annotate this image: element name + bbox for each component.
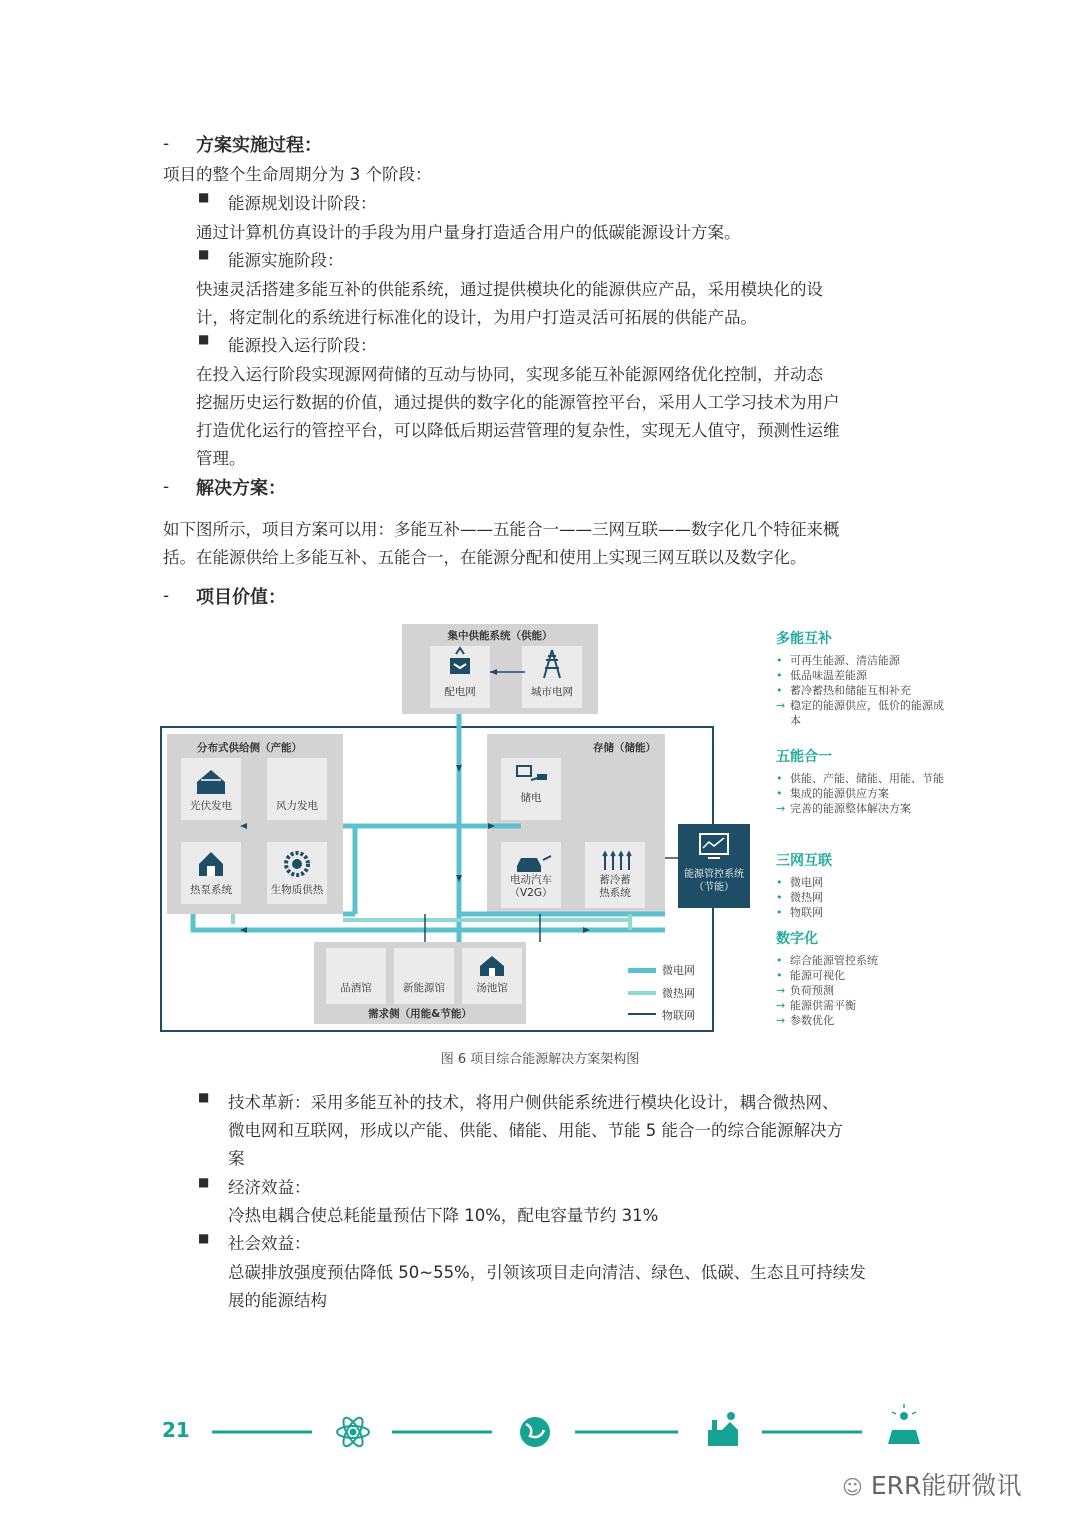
iot-lines [425, 672, 678, 942]
bullet-marker: ■ [198, 1231, 210, 1245]
feature-item-text: 负荷预测 [790, 984, 834, 997]
thermal-storage-label: 蓄冷蓄 热系统 [599, 874, 631, 899]
feature-item-marker: • [776, 891, 783, 904]
feature-item [776, 1013, 878, 1028]
watermark [842, 1466, 1021, 1502]
dash-marker: - [163, 477, 170, 497]
bullet-marker: ■ [198, 247, 210, 261]
distribution-grid-label: 配电网 [444, 686, 476, 698]
benefit-social-title: 社会效益： [228, 1234, 311, 1253]
phase-2-title: 能源实施阶段： [228, 251, 344, 270]
feature-item [776, 786, 944, 801]
hot-spring-hall-label: 汤池馆 [476, 982, 508, 994]
feature-item-marker: • [776, 787, 783, 800]
feature-item-text: 微热网 [790, 891, 823, 904]
feature-item [776, 875, 832, 890]
central-supply-title: 集中供能系统（供能） [447, 630, 553, 642]
feature-item [776, 983, 878, 998]
distributed-supply-title: 分布式供给侧（产能） [197, 742, 302, 754]
feature-item [776, 668, 944, 683]
solution-line: 如下图所示，项目方案可以用：多能互补——五能合一——三网互联——数字化几个特征来概 [163, 520, 840, 539]
feature-block [776, 746, 944, 816]
bullet-marker: ■ [198, 190, 210, 204]
solar-panel-icon [888, 1404, 920, 1444]
legend-label-micro-heat: 微热网 [662, 987, 695, 1000]
feature-item-marker: • [776, 654, 783, 667]
wind-label: 风力发电 [276, 800, 318, 812]
storage-title: 存储（储能） [593, 742, 656, 754]
benefit-tech-line: 微电网和互联网，形成以产能、供能、储能、用能、节能 5 能合一的综合能源解决方 [228, 1121, 843, 1140]
feature-title: 多能互补 [776, 631, 832, 647]
energy-control-label [678, 868, 750, 894]
feature-block [776, 928, 878, 1028]
micro-grid-lines [193, 714, 665, 942]
feature-item-marker: → [776, 699, 786, 712]
feature-item [776, 713, 944, 728]
phase-3-line: 管理。 [196, 449, 246, 468]
feature-item-marker: → [776, 802, 786, 815]
feature-title: 三网互联 [776, 853, 832, 869]
feature-item-marker: • [776, 876, 783, 889]
feature-block [776, 628, 944, 728]
atom-icon [337, 1415, 369, 1449]
feature-item-marker: • [776, 684, 783, 697]
benefit-tech-line: 案 [228, 1149, 245, 1168]
legend-swatch-micro-heat [628, 991, 656, 995]
benefit-social-line: 总碳排放强度预估降低 50~55%，引领该项目走向清洁、绿色、低碳、生态且可持续发 [228, 1263, 866, 1282]
demand-title: 需求侧（用能&节能） [368, 1008, 472, 1020]
feature-item-marker: • [776, 669, 783, 682]
feature-item-text: 可再生能源、清洁能源 [790, 654, 900, 667]
feature-item-text: 本 [790, 714, 801, 727]
globe-icon [520, 1417, 550, 1447]
phase-3-line: 挖掘历史运行数据的价值，通过提供的数字化的能源管控平台，采用人工学习技术为用户 [196, 393, 840, 412]
benefit-econ-line: 冷热电耦合使总耗能量预估下降 10%，配电容量节约 31% [228, 1206, 659, 1225]
phase-3-title: 能源投入运行阶段： [228, 336, 377, 355]
feature-item-text: 供能、产能、储能、用能、节能 [790, 772, 944, 785]
feature-title: 五能合一 [776, 749, 832, 765]
pv-label: 光伏发电 [190, 800, 232, 812]
feature-item [776, 653, 944, 668]
feature-item-marker: • [776, 906, 783, 919]
benefit-social-line: 展的能源结构 [228, 1291, 327, 1310]
wechat-icon: ☺ [842, 1475, 863, 1499]
bullet-marker: ■ [198, 1090, 210, 1104]
feature-item [776, 905, 832, 920]
feature-item-marker: • [776, 954, 783, 967]
phase-2-line: 快速灵活搭建多能互补的供能系统，通过提供模块化的能源供应产品，采用模块化的设 [196, 280, 823, 299]
feature-item [776, 771, 944, 786]
feature-item [776, 998, 878, 1013]
factory-icon [708, 1412, 738, 1446]
biomass-label: 生物质供热 [270, 884, 324, 896]
feature-item-marker: • [776, 772, 783, 785]
energy-control-label-line: 能源管控系统 [684, 869, 744, 880]
dash-marker: - [163, 586, 170, 606]
feature-item-marker: → [776, 1014, 786, 1027]
ev-label: 电动汽车 （V2G） [509, 874, 553, 899]
feature-item-text: 参数优化 [790, 1014, 834, 1027]
benefit-econ-title: 经济效益： [228, 1178, 311, 1197]
feature-item-text: 能源可视化 [790, 969, 845, 982]
benefit-tech-title: 技术革新：采用多能互补的技术，将用户侧供能系统进行模块化设计，耦合微热网、 [228, 1093, 839, 1112]
flow-arrows [240, 669, 590, 933]
bullet-marker: ■ [198, 332, 210, 346]
solution-heading: 解决方案： [196, 478, 286, 499]
footer-decoration [0, 1400, 1080, 1464]
dash-marker: - [163, 134, 170, 154]
watermark-text: ERR能研微讯 [870, 1471, 1022, 1500]
value-heading: 项目价值： [196, 587, 286, 608]
wine-hall-label: 品酒馆 [340, 982, 372, 994]
phase-3-line: 在投入运行阶段实现源网荷储的互动与协同，实现多能互补能源网络优化控制，并动态 [196, 365, 823, 384]
feature-item-text: 微电网 [790, 876, 823, 889]
legend-label-micro-grid: 微电网 [662, 964, 695, 977]
feature-item-text: 综合能源管控系统 [790, 954, 878, 967]
feature-item-text: 蓄冷蓄热和储能互相补充 [790, 684, 911, 697]
new-energy-hall-label: 新能源馆 [403, 982, 445, 994]
feature-item-text: 集成的能源供应方案 [790, 787, 889, 800]
feature-item-marker: → [776, 984, 786, 997]
feature-item [776, 698, 944, 713]
feature-item [776, 683, 944, 698]
phase-1-title: 能源规划设计阶段： [228, 194, 377, 213]
feature-item-text: 低品味温差能源 [790, 669, 867, 682]
energy-control-box [678, 824, 750, 908]
bullet-marker: ■ [198, 1175, 210, 1189]
feature-item-marker: → [776, 999, 786, 1012]
feature-item-text: 稳定的能源供应，低价的能源成 [790, 699, 944, 712]
feature-title: 数字化 [776, 931, 818, 947]
feature-item-text: 能源供需平衡 [790, 999, 856, 1012]
process-heading: 方案实施过程： [196, 135, 322, 156]
phase-3-line: 打造优化运行的管控平台，可以降低后期运营管理的复杂性，实现无人值守，预测性运维 [196, 421, 840, 440]
process-intro: 项目的整个生命周期分为 3 个阶段： [163, 165, 432, 184]
city-grid-label: 城市电网 [531, 686, 573, 698]
legend-swatch-micro-grid [628, 968, 656, 973]
solution-line: 括。在能源供给上多能互补、五能合一，在能源分配和使用上实现三网互联以及数字化。 [163, 548, 807, 567]
battery-label: 储电 [520, 792, 542, 804]
figure-caption: 图 6 项目综合能源解决方案架构图 [440, 1052, 640, 1067]
page-number: 21 [162, 1418, 190, 1442]
energy-control-label-line: （节能） [694, 882, 734, 893]
monitor-icon [678, 830, 750, 870]
phase-2-line: 计，将定制化的系统进行标准化的设计，为用户打造灵活可拓展的供能产品。 [196, 308, 757, 327]
feature-item [776, 890, 832, 905]
legend-swatch-iot [628, 1013, 656, 1015]
feature-item [776, 953, 878, 968]
feature-block [776, 850, 832, 920]
feature-item-text: 完善的能源整体解决方案 [790, 802, 911, 815]
feature-item [776, 968, 878, 983]
feature-item-text: 物联网 [790, 906, 823, 919]
feature-item-marker: • [776, 969, 783, 982]
feature-item [776, 801, 944, 816]
phase-1-line: 通过计算机仿真设计的手段为用户量身打造适合用户的低碳能源设计方案。 [196, 223, 741, 242]
heat-pump-label: 热泵系统 [190, 884, 232, 896]
legend-label-iot: 物联网 [662, 1009, 695, 1022]
